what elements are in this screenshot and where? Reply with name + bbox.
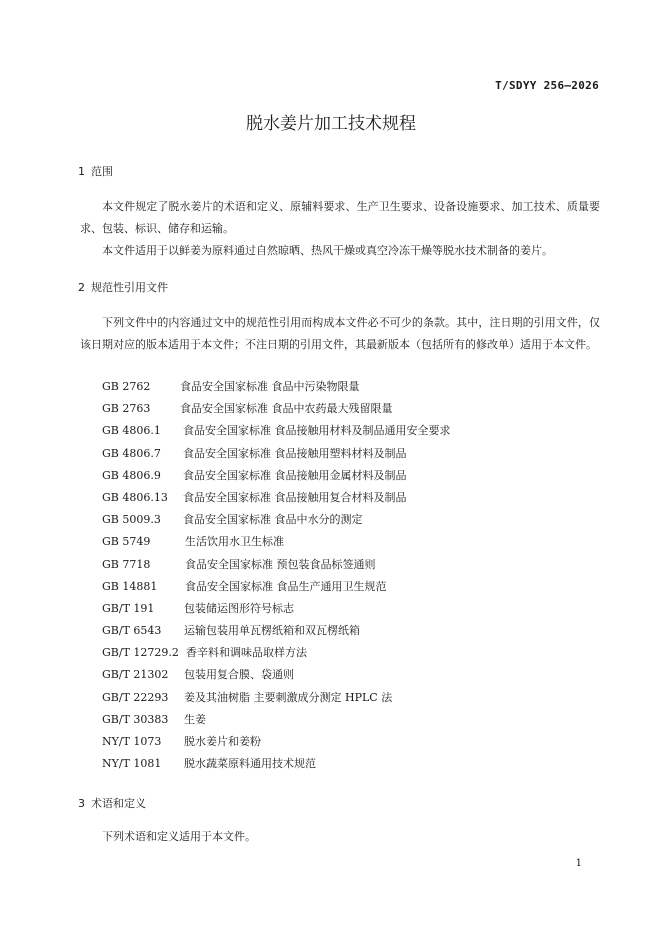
reference-title: 脱水蔬菜原料通用技术规范 xyxy=(184,757,316,771)
reference-title: 运输包装用单瓦楞纸箱和双瓦楞纸箱 xyxy=(184,624,360,638)
page-number: 1 xyxy=(575,858,582,869)
reference-item xyxy=(102,509,363,531)
reference-item xyxy=(102,687,393,709)
scope-paragraph-2: 本文件适用于以鲜姜为原料通过自然晾晒、热风干燥或真空冷冻干燥等脱水技术制备的姜片。 xyxy=(102,244,553,257)
reference-code: GB 14881 xyxy=(102,579,158,593)
reference-title: 包装用复合膜、袋通则 xyxy=(184,668,294,682)
reference-title: 食品安全国家标准 食品接触用金属材料及制品 xyxy=(183,468,407,482)
reference-code: GB/T 191 xyxy=(102,601,155,615)
reference-code: GB/T 30383 xyxy=(102,712,169,726)
reference-code: NY/T 1081 xyxy=(102,757,162,771)
document-title: 脱水姜片加工技术规程 xyxy=(246,114,416,134)
reference-code: GB 2762 xyxy=(102,380,151,393)
reference-code: GB 4806.9 xyxy=(102,468,161,482)
section-number: 2 xyxy=(78,281,85,294)
section-number: 1 xyxy=(78,165,85,178)
reference-item xyxy=(102,642,307,664)
reference-code: GB/T 22293 xyxy=(102,690,169,704)
reference-list xyxy=(102,376,451,775)
reference-code: GB 4806.13 xyxy=(102,490,168,504)
reference-code: GB/T 21302 xyxy=(102,668,169,682)
section-heading-normative-references xyxy=(78,279,168,295)
reference-item xyxy=(102,598,294,620)
section-heading-scope xyxy=(78,163,113,179)
section-title: 规范性引用文件 xyxy=(91,281,168,294)
scope-paragraph-1: 本文件规定了脱水姜片的术语和定义、原辅料要求、生产卫生要求、设备设施要求、加工技术、质量要求、包装、标识、储存和运输。 xyxy=(80,200,600,235)
reference-item xyxy=(102,576,387,598)
reference-item xyxy=(102,420,451,442)
reference-item xyxy=(102,664,294,686)
reference-title: 食品安全国家标准 食品接触用塑料材料及制品 xyxy=(183,446,407,460)
reference-code: GB/T 12729.2 xyxy=(102,646,179,660)
reference-title: 姜及其油树脂 主要刺激成分测定 HPLC 法 xyxy=(184,690,393,704)
reference-title: 食品安全国家标准 食品接触用材料及制品通用安全要求 xyxy=(183,424,451,438)
reference-code: GB 4806.1 xyxy=(102,424,161,438)
reference-code: GB 2763 xyxy=(102,402,151,416)
section-title: 范围 xyxy=(91,165,113,178)
reference-code: GB/T 6543 xyxy=(102,624,162,638)
reference-title: 食品安全国家标准 食品接触用复合材料及制品 xyxy=(183,490,407,504)
section-title: 术语和定义 xyxy=(91,797,146,810)
reference-item xyxy=(102,398,393,420)
reference-item xyxy=(102,620,360,642)
reference-title: 食品安全国家标准 食品生产通用卫生规范 xyxy=(185,579,387,593)
reference-code: GB 5009.3 xyxy=(102,513,161,527)
document-code: T/SDYY 256—2026 xyxy=(495,79,599,92)
reference-title: 食品安全国家标准 预包装食品标签通则 xyxy=(185,557,376,571)
reference-code: GB 5749 xyxy=(102,535,151,549)
reference-item xyxy=(102,554,376,576)
reference-title: 食品安全国家标准 食品中农药最大残留限量 xyxy=(180,402,393,416)
reference-title: 包装储运图形符号标志 xyxy=(184,601,294,615)
reference-code: GB 7718 xyxy=(102,557,151,571)
reference-code: GB 4806.7 xyxy=(102,446,161,460)
terms-intro-paragraph: 下列术语和定义适用于本文件。 xyxy=(102,830,256,843)
reference-item xyxy=(102,376,360,398)
reference-item xyxy=(102,709,206,731)
references-intro-paragraph: 下列文件中的内容通过文中的规范性引用而构成本文件必不可少的条款。其中，注日期的引用文件，仅该日期对应的版本适用于本文件；不注日期的引用文件，其最新版本（包括所有的修改单）适用于本文件。 xyxy=(80,316,600,351)
reference-item xyxy=(102,531,284,553)
reference-title: 生活饮用水卫生标准 xyxy=(185,535,284,549)
reference-title: 脱水姜片和姜粉 xyxy=(184,735,261,748)
reference-code: NY/T 1073 xyxy=(102,735,162,748)
reference-title: 香辛料和调味品取样方法 xyxy=(186,646,307,660)
reference-title: 食品安全国家标准 食品中水分的测定 xyxy=(183,513,363,527)
reference-item xyxy=(102,443,407,465)
section-heading-terms-definitions xyxy=(78,795,146,811)
reference-item xyxy=(102,465,407,487)
reference-title: 食品安全国家标准 食品中污染物限量 xyxy=(180,380,360,393)
reference-title: 生姜 xyxy=(184,712,206,726)
reference-item xyxy=(102,487,407,509)
reference-item xyxy=(102,731,261,753)
reference-item xyxy=(102,753,316,775)
section-number: 3 xyxy=(78,797,85,810)
